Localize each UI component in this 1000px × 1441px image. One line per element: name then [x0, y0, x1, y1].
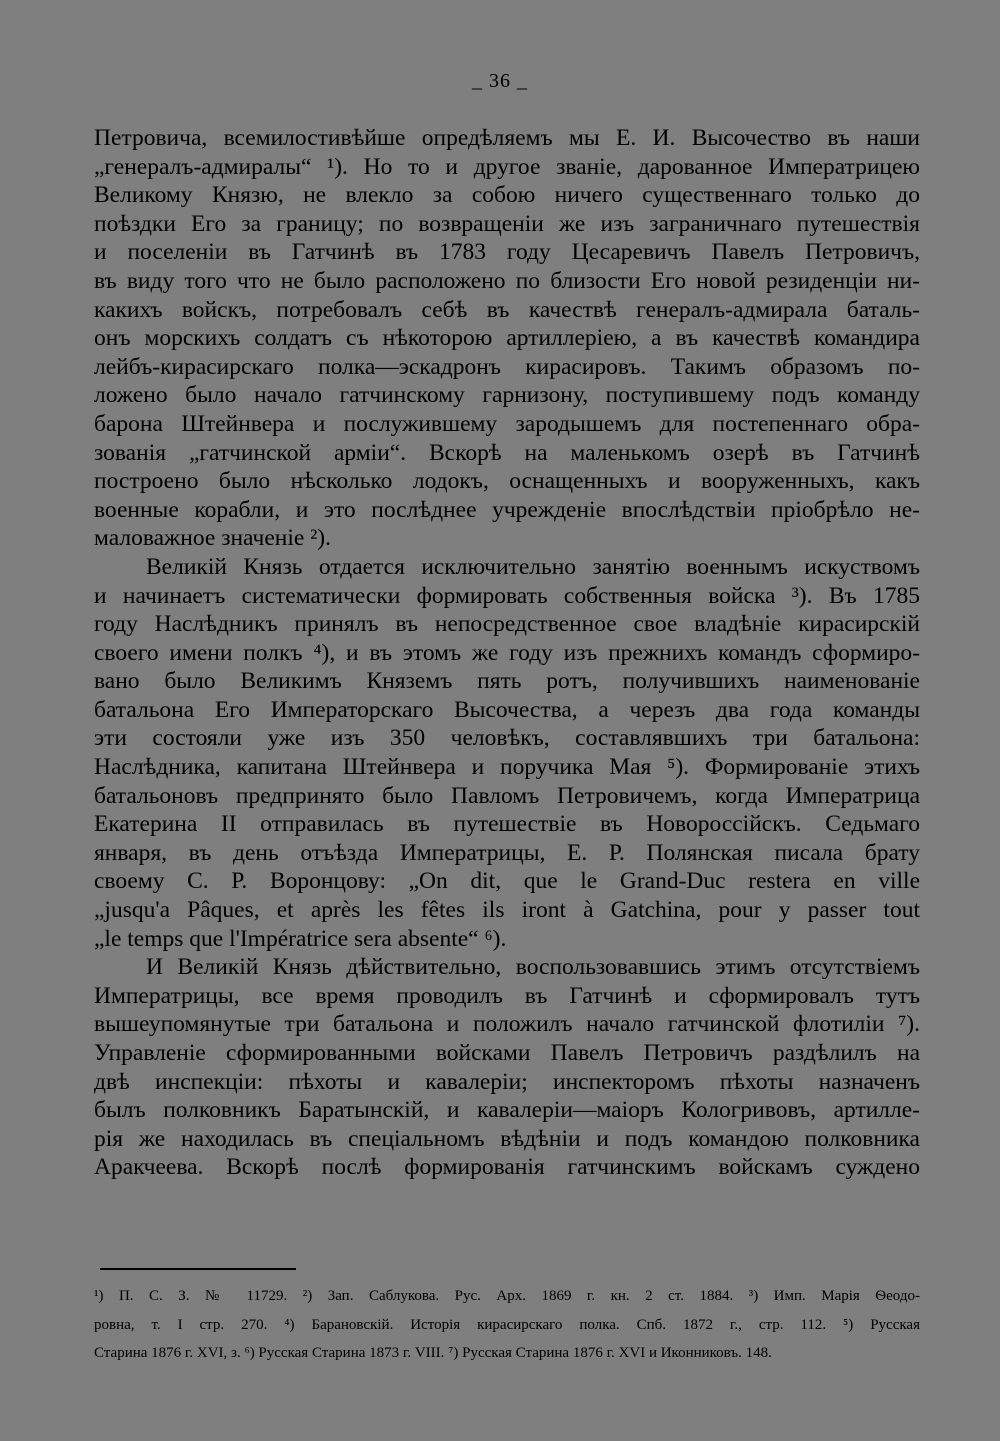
text-line: и начинаетъ систематически формировать собственныя войска ³). Въ 1785: [94, 582, 920, 609]
text-line: „le temps que l'Impératrice sera absente“ ⁶).: [94, 925, 507, 952]
footnote-separator: [100, 1268, 296, 1270]
text-line: Аракчеева. Вскорѣ послѣ формированія гатчинскимъ войскамъ суждено: [94, 1154, 920, 1181]
text-line: „jusqu'a Pâques, et après les fêtes ils iront à Gatchina, pour y passer tout: [94, 897, 920, 924]
body-text: [94, 124, 920, 1182]
text-line: вышеупомянутые три батальона и положилъ начало гатчинской флотиліи ⁷).: [94, 1011, 920, 1038]
text-line: Великому Князю, не влекло за собою ничего существеннаго только до: [94, 182, 920, 209]
text-line: вано было Великимъ Княземъ пять ротъ, получившихъ наименованіе: [94, 668, 920, 695]
footnote-line: ¹) П. С. З. № 11729. ²) Зап. Саблукова. Рус. Арх. 1869 г. кн. 2 ст. 1884. ³) Имп. Марія Ѳеодо-: [94, 1288, 920, 1304]
text-line: маловажное значеніе ²).: [94, 525, 331, 552]
text-line: поѣздки Его за границу; по возвращеніи же изъ заграничнаго путешествія: [94, 210, 920, 237]
text-line: И Великій Князь дѣйствительно, воспользовавшись этимъ отсутствіемъ: [146, 954, 920, 981]
text-line: построено было нѣсколько лодокъ, оснащенныхъ и вооруженныхъ, какъ: [94, 468, 920, 495]
text-line: военные корабли, и это послѣднее учрежденіе впослѣдствіи пріобрѣло не-: [94, 496, 920, 523]
text-line: Наслѣдника, капитана Штейнвера и поручика Мая ⁵). Формированіе этихъ: [94, 754, 920, 781]
paragraph-1: [94, 124, 920, 553]
text-line: зованія „гатчинской арміи“. Вскорѣ на маленькомъ озерѣ въ Гатчинѣ: [94, 439, 920, 466]
text-line: Великій Князь отдается исключительно занятію военнымъ искуствомъ: [146, 553, 920, 580]
text-line: „генералъ-адмиралы“ ¹). Но то и другое званіе, дарованное Императрицею: [94, 153, 920, 180]
text-line: Управленіе сформированными войсками Павелъ Петровичъ раздѣлилъ на: [94, 1040, 920, 1066]
footnotes: [94, 1285, 920, 1371]
footnote-line: Старина 1876 г. XVI, з. ⁶) Русская Старина 1873 г. VIII. ⁷) Русская Старина 1876 г. XVI и Иконниковъ. 148.: [94, 1345, 772, 1362]
text-line: эти состояли уже изъ 350 человѣкъ, составлявшихъ три батальона:: [94, 725, 920, 752]
text-line: батальона Его Императорскаго Высочества, а черезъ два года команды: [94, 696, 920, 723]
text-line: Императрицы, все время проводилъ въ Гатчинѣ и сформировалъ тутъ: [94, 982, 920, 1009]
text-line: двѣ инспекціи: пѣхоты и кавалеріи; инспекторомъ пѣхоты назначенъ: [94, 1068, 920, 1095]
text-line: рія же находилась въ спеціальномъ вѣдѣніи и подъ командою полковника: [94, 1125, 920, 1152]
paragraph-2: [94, 553, 920, 953]
page-number: _ 36 _: [472, 70, 528, 92]
text-line: января, въ день отъѣзда Императрицы, Е. Р. Полянская писала брату: [94, 839, 920, 866]
text-line: Петровича, всемилостивѣйше опредѣляемъ мы Е. И. Высочество въ наши: [94, 125, 920, 151]
text-line: былъ полковникъ Баратынскій, и кавалеріи—маіоръ Кологривовъ, артилле-: [94, 1097, 920, 1124]
paragraph-3: [94, 953, 920, 1182]
text-line: своему С. Р. Воронцову: „On dit, que le Grand-Duc restera en ville: [94, 868, 920, 895]
text-line: своего имени полкъ ⁴), и въ этомъ же году изъ прежнихъ командъ сформиро-: [94, 639, 920, 666]
text-line: въ виду того что не было расположено по близости Его новой резиденціи ни-: [94, 267, 920, 294]
text-line: и поселеніи въ Гатчинѣ въ 1783 году Цесаревичъ Павелъ Петровичъ,: [94, 239, 920, 266]
text-line: онъ морскихъ солдатъ съ нѣкоторою артиллеріею, а въ качествѣ командира: [94, 325, 920, 352]
text-line: лейбъ-кирасирскаго полка—эскадронъ кирасировъ. Такимъ образомъ по-: [94, 353, 920, 380]
text-line: Екатерина II отправилась въ путешествіе въ Новороссійскъ. Седьмаго: [94, 811, 920, 838]
text-line: ложено было начало гатчинскому гарнизону, поступившему подъ команду: [94, 382, 920, 409]
text-line: барона Штейнвера и послужившему зародышемъ для постепеннаго обра-: [94, 410, 920, 437]
text-line: какихъ войскъ, потребовалъ себѣ въ качествѣ генералъ-адмирала баталь-: [94, 296, 920, 323]
footnote-line: ровна, т. I стр. 270. ⁴) Барановскій. Исторія кирасирскаго полка. Спб. 1872 г., стр. 112. ⁵) Русская: [94, 1316, 920, 1333]
text-line: батальоновъ предпринято было Павломъ Петровичемъ, когда Императрица: [94, 782, 920, 809]
text-line: году Наслѣдникъ принялъ въ непосредственное свое владѣніе кирасирскій: [94, 611, 920, 638]
